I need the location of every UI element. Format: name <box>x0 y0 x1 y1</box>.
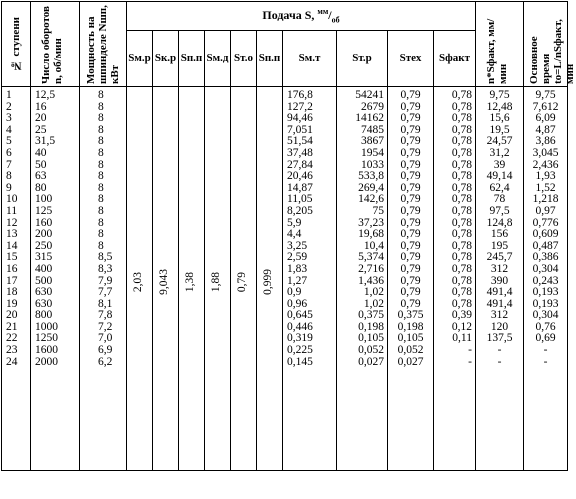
table-cell: 0,78 <box>451 251 472 264</box>
header-s-fact: Sфакт <box>434 30 476 86</box>
table-cell: 78 <box>493 193 506 206</box>
table-cell: 500 <box>35 274 53 287</box>
table-cell: 7,612 <box>532 100 559 113</box>
header-feed: Подача S, $^{мм}/_{об}$ <box>127 2 476 31</box>
table-cell: 5,9 <box>287 216 302 229</box>
table-cell: 97,5 <box>489 204 510 217</box>
table-cell: 491,4 <box>486 286 513 299</box>
table-cell: 120 <box>490 320 509 333</box>
header-power: Мощность на шпинделе Nшп, кВт <box>80 2 127 87</box>
table-cell: 0,193 <box>532 297 559 310</box>
table-cell: 195 <box>490 239 509 252</box>
header-n-s: n*Sфакт, мм/мин <box>476 2 524 87</box>
table-cell: 1000 <box>35 320 58 333</box>
col-s-md: 1,88 <box>205 87 231 471</box>
table-cell: 0,79 <box>400 123 421 136</box>
table-cell: 1,27 <box>287 274 308 287</box>
table-cell: 8 <box>98 100 104 113</box>
table-cell: 0,78 <box>451 216 472 229</box>
table-cell: 8 <box>98 239 104 252</box>
table-cell: 20,46 <box>287 170 313 183</box>
table-cell: 6,2 <box>98 355 113 368</box>
table-cell: 16 <box>35 100 47 113</box>
table-cell: 9,75 <box>489 89 510 101</box>
table-cell: 8 <box>98 158 104 171</box>
table-cell: 31,5 <box>35 135 56 148</box>
header-s-tr: Sт.р <box>337 30 388 86</box>
table-cell: 0,78 <box>451 239 472 252</box>
table-cell: 3,045 <box>532 146 559 159</box>
table-cell: 0,78 <box>451 170 472 183</box>
table-cell: 8 <box>98 228 104 241</box>
table-cell: 0,79 <box>400 274 421 287</box>
header-s-md: Sм.д <box>205 30 231 86</box>
table-cell: 15 <box>6 251 18 264</box>
table-cell: - <box>497 355 502 368</box>
table-cell: 8 <box>98 135 104 148</box>
table-cell: 1954 <box>361 146 384 159</box>
table-cell: 0,78 <box>451 297 472 310</box>
table-cell: 1,436 <box>358 274 384 287</box>
table-cell: 1250 <box>35 332 58 345</box>
header-step: № ступени <box>2 2 31 87</box>
table-cell: 0,79 <box>400 100 421 113</box>
table-cell: 0,78 <box>451 181 472 194</box>
table-cell: 0,105 <box>397 332 424 345</box>
table-cell: 1600 <box>35 344 58 357</box>
table-cell: 2 <box>6 100 12 113</box>
table-cell: 312 <box>490 309 509 322</box>
table-cell: 0,79 <box>400 216 421 229</box>
table-cell: 1,93 <box>535 170 556 183</box>
col-s-kr: 9,043 <box>153 87 179 471</box>
table-cell: 0,198 <box>358 320 384 333</box>
table-cell: 176,8 <box>287 89 313 101</box>
table-cell: 0,145 <box>287 355 313 368</box>
table-cell: 10 <box>6 193 18 206</box>
table-cell: 0,645 <box>287 309 313 322</box>
table-cell: 8 <box>98 216 104 229</box>
table-cell: 9 <box>6 181 12 194</box>
col-time <box>524 87 568 471</box>
table-cell: 94,46 <box>287 112 313 125</box>
table-cell: 7,7 <box>98 286 113 299</box>
table-cell: - <box>468 355 472 368</box>
table-cell: 5 <box>6 135 12 148</box>
table-cell: 160 <box>35 216 53 229</box>
table-cell: 50 <box>35 158 47 171</box>
table-cell: 16 <box>6 262 18 275</box>
table-cell: 269,4 <box>358 181 384 194</box>
table-cell: 0,79 <box>400 251 421 264</box>
table-cell: - <box>543 344 548 357</box>
table-cell: 1,218 <box>532 193 559 206</box>
table-cell: 19,5 <box>489 123 510 136</box>
table-cell: 6 <box>6 146 12 159</box>
table-cell: 7 <box>6 158 12 171</box>
table-cell: 7,2 <box>98 320 113 333</box>
table-cell: 2,436 <box>532 158 559 171</box>
table-cell: 14,87 <box>287 181 313 194</box>
table-cell: 0,386 <box>532 251 559 264</box>
table-cell: 0,12 <box>451 320 472 333</box>
table-cell: 0,78 <box>451 146 472 159</box>
table-cell: 25 <box>35 123 47 136</box>
table-cell: 8 <box>98 89 104 101</box>
table-cell: 6,9 <box>98 344 113 357</box>
header-time: Основное время tо=L/nSфакт, мин <box>524 2 568 87</box>
table-cell: 12,48 <box>486 100 513 113</box>
table-cell: 3,25 <box>287 239 308 252</box>
table-cell: 0,304 <box>532 309 559 322</box>
table-cell: 23 <box>6 344 18 357</box>
table-cell: 8 <box>98 170 104 183</box>
table-cell: 8 <box>98 204 104 217</box>
table-cell: 0,78 <box>451 286 472 299</box>
table-cell: 0,193 <box>532 286 559 299</box>
header-s-mr: Sм.р <box>127 30 153 86</box>
data-table <box>1 1 576 471</box>
col-step <box>2 87 31 471</box>
header-s-mt: Sм.т <box>283 30 337 86</box>
table-cell: 8 <box>98 193 104 206</box>
table-cell: 0,78 <box>451 123 472 136</box>
table-cell: 0,78 <box>451 89 472 101</box>
table-cell: 124,8 <box>486 216 513 229</box>
table-cell: 125 <box>35 204 53 217</box>
header-s-pp: Sп.п <box>179 30 205 86</box>
table-cell: 37,48 <box>287 146 313 159</box>
table-cell: 0,78 <box>451 112 472 125</box>
table-cell: 250 <box>35 239 53 252</box>
table-cell: 0,79 <box>400 228 421 241</box>
table-cell: 1033 <box>361 158 384 171</box>
table-cell: 0,79 <box>400 146 421 159</box>
col-s-pp: 1,38 <box>179 87 205 471</box>
table-cell: 20 <box>35 112 47 125</box>
table-cell: 245,7 <box>486 251 513 264</box>
table-cell: 0,198 <box>397 320 424 333</box>
table-cell: 0,79 <box>400 204 421 217</box>
table-cell: 49,14 <box>486 170 513 183</box>
table-cell: 312 <box>490 262 509 275</box>
table-cell: 12 <box>6 216 18 229</box>
table-cell: 0,97 <box>535 204 556 217</box>
table-cell: 142,6 <box>358 193 384 206</box>
table-cell: 2,59 <box>287 251 308 264</box>
table-cell: 0,79 <box>400 158 421 171</box>
table-cell: 40 <box>35 146 47 159</box>
table-cell: 20 <box>6 309 18 322</box>
col-n-s <box>476 87 524 471</box>
table-cell: 7485 <box>361 123 384 136</box>
table-cell: 11 <box>6 204 18 217</box>
table-cell: 1,02 <box>363 297 384 310</box>
table-cell: 400 <box>35 262 53 275</box>
table-cell: 7,0 <box>98 332 113 345</box>
table-cell: 0,79 <box>400 170 421 183</box>
table-cell: 4,4 <box>287 228 302 241</box>
table-cell: 8 <box>98 123 104 136</box>
table-cell: 15,6 <box>489 112 510 125</box>
table-cell: 2000 <box>35 355 58 368</box>
table-cell: 63 <box>35 170 47 183</box>
table-cell: - <box>468 344 472 357</box>
table-cell: 17 <box>6 274 18 287</box>
table-cell: 0,105 <box>358 332 384 345</box>
col-power <box>80 87 127 471</box>
table-cell: 18 <box>6 286 18 299</box>
table-cell: 7,8 <box>98 309 113 322</box>
table-cell: 533,8 <box>358 170 384 183</box>
table-cell: 390 <box>490 274 509 287</box>
table-cell: 1,52 <box>535 181 556 194</box>
table-cell: 14162 <box>355 112 384 125</box>
table-cell: 27,84 <box>287 158 313 171</box>
table-cell: 54241 <box>355 89 384 101</box>
table-cell: 14 <box>6 239 18 252</box>
table-cell: 0,79 <box>400 112 421 125</box>
table-cell: 800 <box>35 309 53 322</box>
col-s-tex <box>388 87 434 471</box>
table-cell: 0,79 <box>400 181 421 194</box>
table-cell: 1,02 <box>363 286 384 299</box>
table-cell: 3867 <box>361 135 384 148</box>
table-cell: 0,446 <box>287 320 313 333</box>
table-cell: 0,027 <box>397 355 424 368</box>
table-cell: 0,79 <box>400 135 421 148</box>
table-cell: 0,776 <box>532 216 559 229</box>
table-cell: 21 <box>6 320 18 333</box>
table-cell: 0,79 <box>400 286 421 299</box>
table-cell: 0,79 <box>400 193 421 206</box>
table-cell: 7,051 <box>287 123 313 136</box>
table-cell: 10,4 <box>363 239 384 252</box>
table-cell: 630 <box>35 297 53 310</box>
table-cell: 51,54 <box>287 135 313 148</box>
table-cell: 0,052 <box>397 344 424 357</box>
table-cell: 80 <box>35 181 47 194</box>
table-cell: 0,69 <box>535 332 556 345</box>
table-cell: 137,5 <box>486 332 513 345</box>
table-cell: 0,79 <box>400 239 421 252</box>
table-cell: 8 <box>98 181 104 194</box>
table-cell: 0,78 <box>451 228 472 241</box>
table-cell: 156 <box>490 228 509 241</box>
table-cell: 315 <box>35 251 53 264</box>
header-s-kr: Sк.р <box>153 30 179 86</box>
table-cell: 0,39 <box>451 309 472 322</box>
table-cell: 0,78 <box>451 100 472 113</box>
table-cell: 19 <box>6 297 18 310</box>
table-cell: 37,23 <box>358 216 384 229</box>
table-cell: 8,205 <box>287 204 313 217</box>
table-cell: 24,57 <box>486 135 513 148</box>
table-cell: 1 <box>6 89 12 101</box>
table-cell: 3 <box>6 112 12 125</box>
table-cell: 11,05 <box>287 193 313 206</box>
table-cell: 0,375 <box>397 309 424 322</box>
table-cell: 491,4 <box>486 297 513 310</box>
table-cell: 0,79 <box>400 297 421 310</box>
col-s-mr: 2,03 <box>127 87 153 471</box>
col-s-pp2: 0,999 <box>257 87 283 471</box>
table-cell: 19,68 <box>358 228 384 241</box>
table-cell: 0,319 <box>287 332 313 345</box>
header-s-tex: Sтех <box>388 30 434 86</box>
table-cell: 630 <box>35 286 53 299</box>
table-cell: 0,11 <box>452 332 472 345</box>
table-cell: 0,9 <box>287 286 302 299</box>
table-cell: 8,1 <box>98 297 113 310</box>
table-cell: 0,375 <box>358 309 384 322</box>
table-cell: 5,374 <box>358 251 384 264</box>
header-s-pp2: Sп.п <box>257 30 283 86</box>
table-cell: 0,243 <box>532 274 559 287</box>
col-s-to: 0,79 <box>231 87 257 471</box>
table-cell: 100 <box>35 193 53 206</box>
table-cell: 62,4 <box>489 181 510 194</box>
table-cell: 24 <box>6 355 18 368</box>
header-s-to: Sт.о <box>231 30 257 86</box>
table-cell: 8 <box>6 170 12 183</box>
table-cell: 7,9 <box>98 274 113 287</box>
table-cell: 22 <box>6 332 18 345</box>
table-cell: 0,79 <box>400 262 421 275</box>
table-cell: 8 <box>98 146 104 159</box>
table-cell: 39 <box>493 158 506 171</box>
table-cell: 127,2 <box>287 100 313 113</box>
table-cell: 6,09 <box>535 112 556 125</box>
table-cell: 0,609 <box>532 228 559 241</box>
table-cell: 8 <box>98 112 104 125</box>
table-cell: 0,487 <box>532 239 559 252</box>
table-cell: 0,78 <box>451 274 472 287</box>
header-rpm: Число оборотов n, об/мин <box>31 2 80 87</box>
table-cell: 4,87 <box>535 123 556 136</box>
table-cell: 0,052 <box>358 344 384 357</box>
table-cell: 0,78 <box>451 193 472 206</box>
table-cell: 12,5 <box>35 89 56 101</box>
col-s-fact <box>434 87 476 471</box>
table-cell: 13 <box>6 228 18 241</box>
table-cell: 0,78 <box>451 158 472 171</box>
table-cell: 8,5 <box>98 251 113 264</box>
table-cell: 0,76 <box>535 320 556 333</box>
table-cell: - <box>497 344 502 357</box>
table-cell: 0,027 <box>358 355 384 368</box>
table-cell: 0,78 <box>451 135 472 148</box>
col-rpm <box>31 87 80 471</box>
table-cell: 0,96 <box>287 297 308 310</box>
table-cell: 200 <box>35 228 53 241</box>
col-s-tr <box>337 87 388 471</box>
table-cell: 2,716 <box>358 262 384 275</box>
table-cell: 75 <box>372 204 384 217</box>
table-cell: 0,78 <box>451 204 472 217</box>
table-cell: 2679 <box>361 100 384 113</box>
table-cell: 3,86 <box>535 135 556 148</box>
table-cell: 0,304 <box>532 262 559 275</box>
table-cell: 0,78 <box>451 262 472 275</box>
table-cell: 0,225 <box>287 344 313 357</box>
table-cell: 1,83 <box>287 262 308 275</box>
table-cell: 9,75 <box>535 89 556 101</box>
table-cell: 0,79 <box>400 89 421 101</box>
table-cell: 8,3 <box>98 262 113 275</box>
col-s-mt <box>283 87 337 471</box>
table-cell: 31,2 <box>489 146 510 159</box>
table-cell: - <box>543 355 548 368</box>
table-cell: 4 <box>6 123 12 136</box>
